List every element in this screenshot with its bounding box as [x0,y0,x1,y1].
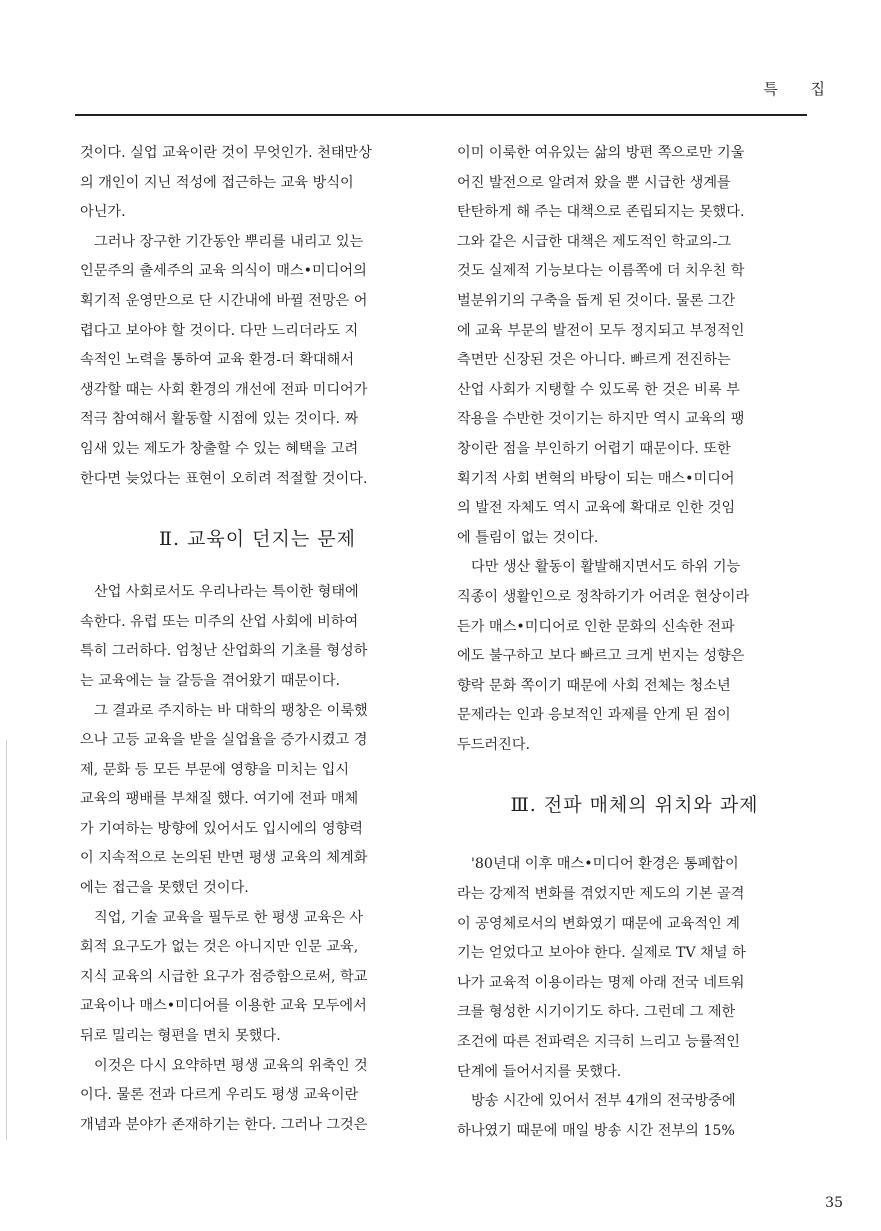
text-line: 교육이나 매스•미디어를 이용한 교육 모두에서 [80,998,367,1015]
text-line: 에 틀림이 없는 것이다. [457,529,599,546]
section-tag: 특 집 [763,80,839,98]
text-line: 에도 불구하고 보다 빠르고 크게 번지는 성향은 [457,648,745,665]
text-line: 탄탄하게 해 주는 대책으로 존립되지는 못했다. [457,204,745,221]
section-heading-2: Ⅱ. 교육이 던지는 문제 [159,528,356,551]
text-line: 속한다. 유럽 또는 미주의 산업 사회에 비하여 [80,613,359,630]
text-line: 창이란 점을 부인하기 어렵기 때문이다. 또한 [457,440,731,457]
text-line: 으나 고등 교육을 받을 실업율을 증가시켰고 경 [80,732,368,749]
text-line: 회적 요구도가 없는 것은 아니지만 인문 교육, [80,939,359,956]
text-line: 산업 사회가 지탱할 수 있도록 한 것은 비록 부 [457,381,740,398]
text-line: 에 교육 부문의 발전이 모두 정지되고 부정적인 [457,322,745,339]
text-line: 이미 이룩한 여유있는 삶의 방편 쪽으로만 기울 [457,145,745,161]
text-line: 크를 형성한 시기이기도 하다. 그런데 그 제한 [457,1004,736,1021]
text-line: 그러나 장구한 기간동안 뿌리를 내리고 있는 [94,233,364,250]
text-line: 한다면 늦었다는 표현이 오히려 적절할 것이다. [80,470,368,487]
text-line: 지식 교육의 시급한 요구가 점증함으로써, 학교 [80,968,368,985]
header-rule [75,114,807,116]
text-line: 특히 그러하다. 엄청난 산업화의 기초를 형성하 [80,643,368,660]
text-line: 나가 교육적 이용이라는 명제 아래 전국 네트워 [457,974,745,991]
text-line: 임새 있는 제도가 창출할 수 있는 혜택을 고려 [80,440,359,457]
text-line: 교육의 팽배를 부채질 했다. 여기에 전파 매체 [80,791,359,808]
text-line: 측면만 신장된 것은 아니다. 빠르게 전진하는 [457,352,731,369]
text-line: 의 발전 자체도 역시 교육에 확대로 인한 것임 [457,500,736,517]
text-line: 개념과 분야가 존재하기는 한다. 그러나 그것은 [80,1116,368,1133]
text-line: 이다. 물론 전과 다르게 우리도 평생 교육이란 [80,1087,359,1104]
text-line: 기는 얻었다고 보아야 한다. 실제로 TV 채널 하 [457,945,746,962]
text-line: '80년대 이후 매스•미디어 환경은 통폐합이 [471,856,739,873]
right-column [457,139,812,1146]
text-line: 적극 참여해서 활동할 시점에 있는 것이다. 짜 [80,411,359,428]
text-line: 는 교육에는 늘 갈등을 겪어왔기 때문이다. [80,672,341,689]
right-block-1 [457,139,812,760]
text-line: 산업 사회로서도 우리나라는 특이한 형태에 [94,584,359,601]
text-line: 에는 접근을 못했던 것이다. [80,880,249,897]
text-line: 벌분위기의 구축을 돕게 된 것이다. 물론 그간 [457,292,736,309]
text-line: 그 결과로 주지하는 바 대학의 팽창은 이룩했 [94,702,368,719]
text-line: 두드러진다. [457,736,531,753]
scan-edge-line [6,740,7,1140]
left-block-2 [80,578,435,1140]
text-line: 향락 문화 쪽이기 때문에 사회 전체는 청소년 [457,677,731,694]
text-line: 다만 생산 활동이 활발해지면서도 하위 기능 [471,559,741,576]
text-line: 제, 문화 등 모든 부문에 영향을 미치는 입시 [80,761,350,778]
text-line: 그와 같은 시급한 대책은 제도적인 학교의-그 [457,233,732,250]
text-line: 획기적 운영만으로 단 시간내에 바뀔 전망은 어 [80,292,368,309]
text-line: 단계에 들어서지를 못했다. [457,1063,622,1080]
text-line: 작용을 수반한 것이기는 하지만 역시 교육의 팽 [457,411,745,428]
text-line: 획기적 사회 변혁의 바탕이 되는 매스•미디어 [457,470,735,487]
right-block-2 [457,850,812,1146]
text-line: 렵다고 보아야 할 것이다. 다만 느리더라도 지 [80,322,359,339]
left-block-1 [80,139,435,494]
text-line: 이 공영체로서의 변화였기 때문에 교육적인 계 [457,915,740,932]
page-number: 35 [825,1195,843,1211]
text-line: 인문주의 출세주의 교육 의식이 매스•미디어의 [80,263,367,280]
text-line: 문제라는 인과 응보적인 과제를 안게 된 점이 [457,707,731,724]
section-heading-3: Ⅲ. 전파 매체의 위치와 과제 [510,794,759,817]
text-line: 하나였기 때문에 매일 방송 시간 전부의 15% [457,1122,735,1139]
text-line: 의 개인이 지닌 적성에 접근하는 교육 방식이 [80,174,354,191]
left-column [80,139,435,1140]
text-line: 아닌가. [80,204,126,221]
text-line: 이 지속적으로 논의된 반면 평생 교육의 체계화 [80,850,368,867]
text-line: 조건에 따른 전파력은 지극히 느리고 능률적인 [457,1034,740,1051]
text-line: 뒤로 밀리는 형편을 면치 못했다. [80,1028,281,1045]
text-line: 어진 발전으로 알려져 왔을 뿐 시급한 생계를 [457,174,731,191]
text-line: 생각할 때는 사회 환경의 개선에 전파 미디어가 [80,381,368,398]
text-line: 속적인 노력을 통하여 교육 환경-더 확대해서 [80,352,355,369]
text-line: 든가 매스•미디어로 인한 문화의 신속한 전파 [457,618,735,635]
text-line: 직업, 기술 교육을 필두로 한 평생 교육은 사 [94,909,364,926]
text-line: 라는 강제적 변화를 겪었지만 제도의 기본 골격 [457,886,745,903]
text-line: 이것은 다시 요약하면 평생 교육의 위축인 것 [94,1057,368,1074]
text-line: 방송 시간에 있어서 전부 4개의 전국방중에 [471,1093,736,1110]
text-line: 것도 실제적 기능보다는 이름쪽에 더 치우친 학 [457,263,745,280]
text-line: 직종이 생활인으로 정착하기가 어려운 현상이라 [457,588,750,605]
text-line: 것이다. 실업 교육이란 것이 무엇인가. 천태만상 [80,145,372,161]
text-line: 가 기여하는 방향에 있어서도 입시에의 영향력 [80,820,363,837]
